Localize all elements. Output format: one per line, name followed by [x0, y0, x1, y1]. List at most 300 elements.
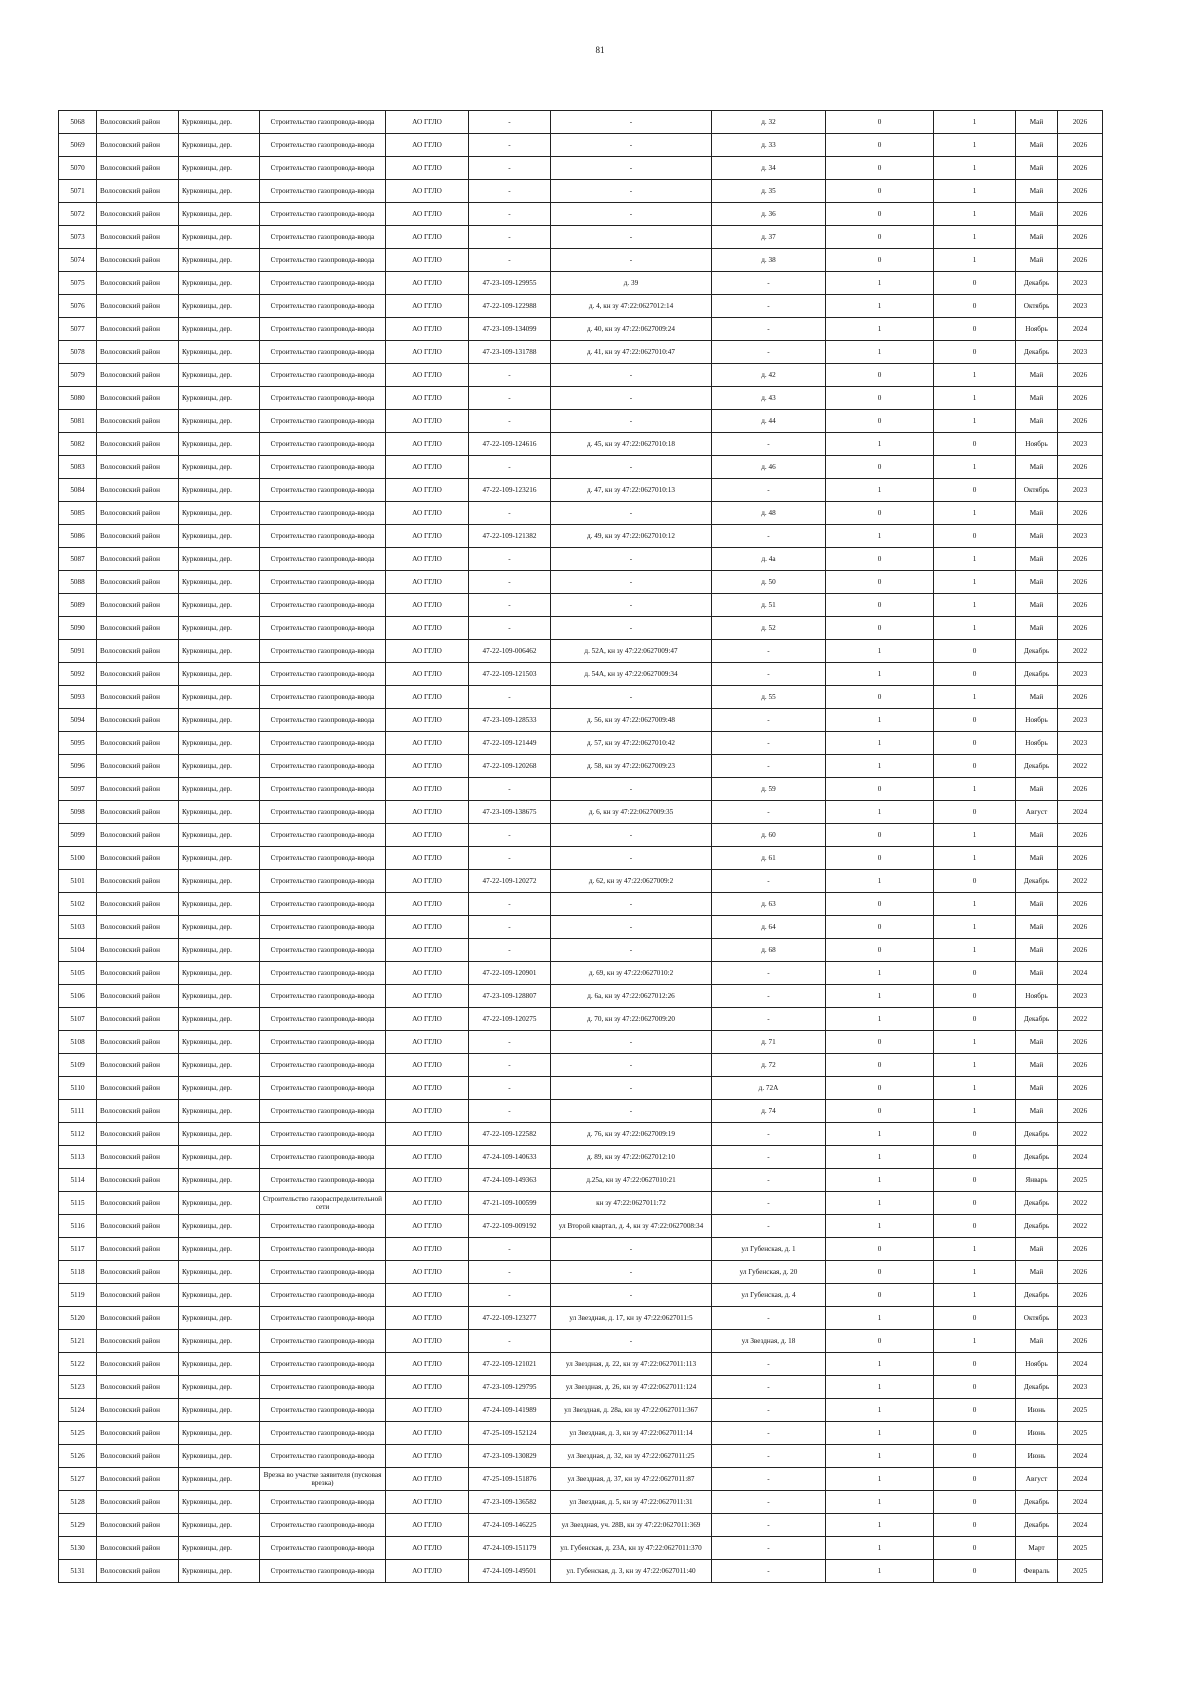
- cell-value-b: 1: [934, 686, 1016, 709]
- cell-settlement: Курковицы, дер.: [179, 1077, 260, 1100]
- cell-month: Октябрь: [1016, 295, 1058, 318]
- cell-application-number: 47-23-109-130829: [469, 1445, 551, 1468]
- cell-application-number: 47-23-109-128533: [469, 709, 551, 732]
- cell-year: 2026: [1058, 111, 1103, 134]
- cell-organization: АО ГГЛО: [386, 1077, 469, 1100]
- cell-value-a: 0: [826, 893, 934, 916]
- cell-house: -: [712, 1123, 826, 1146]
- cell-organization: АО ГГЛО: [386, 916, 469, 939]
- cell-organization: АО ГГЛО: [386, 640, 469, 663]
- cell-value-a: 0: [826, 686, 934, 709]
- cell-application-number: -: [469, 594, 551, 617]
- cell-organization: АО ГГЛО: [386, 1054, 469, 1077]
- cell-district: Волосовский район: [97, 1238, 179, 1261]
- cell-address-cadastral: -: [551, 203, 712, 226]
- cell-row-number: 5085: [59, 502, 97, 525]
- cell-house: -: [712, 479, 826, 502]
- cell-row-number: 5125: [59, 1422, 97, 1445]
- cell-settlement: Курковицы, дер.: [179, 364, 260, 387]
- cell-value-a: 0: [826, 249, 934, 272]
- cell-month: Декабрь: [1016, 663, 1058, 686]
- cell-value-b: 0: [934, 732, 1016, 755]
- cell-settlement: Курковицы, дер.: [179, 433, 260, 456]
- cell-value-b: 0: [934, 985, 1016, 1008]
- cell-application-number: 47-23-109-134099: [469, 318, 551, 341]
- cell-district: Волосовский район: [97, 1215, 179, 1238]
- cell-month: Май: [1016, 1238, 1058, 1261]
- cell-organization: АО ГГЛО: [386, 203, 469, 226]
- cell-year: 2023: [1058, 272, 1103, 295]
- cell-district: Волосовский район: [97, 1537, 179, 1560]
- cell-application-number: -: [469, 410, 551, 433]
- cell-application-number: -: [469, 939, 551, 962]
- cell-month: Май: [1016, 571, 1058, 594]
- cell-district: Волосовский район: [97, 801, 179, 824]
- cell-value-b: 0: [934, 1422, 1016, 1445]
- cell-house: д. 46: [712, 456, 826, 479]
- cell-work-type: Строительство газопровода-ввода: [260, 1537, 386, 1560]
- cell-year: 2026: [1058, 1330, 1103, 1353]
- cell-application-number: 47-24-109-151179: [469, 1537, 551, 1560]
- cell-row-number: 5084: [59, 479, 97, 502]
- cell-application-number: -: [469, 1054, 551, 1077]
- cell-district: Волосовский район: [97, 410, 179, 433]
- cell-month: Июнь: [1016, 1399, 1058, 1422]
- cell-work-type: Строительство газопровода-ввода: [260, 594, 386, 617]
- cell-district: Волосовский район: [97, 1353, 179, 1376]
- cell-house: -: [712, 318, 826, 341]
- cell-application-number: -: [469, 548, 551, 571]
- cell-settlement: Курковицы, дер.: [179, 1353, 260, 1376]
- cell-value-b: 1: [934, 893, 1016, 916]
- cell-month: Декабрь: [1016, 1123, 1058, 1146]
- cell-application-number: 47-23-109-129795: [469, 1376, 551, 1399]
- cell-row-number: 5128: [59, 1491, 97, 1514]
- cell-value-b: 1: [934, 134, 1016, 157]
- cell-address-cadastral: д. 54А, кн зу 47:22:0627009:34: [551, 663, 712, 686]
- cell-settlement: Курковицы, дер.: [179, 916, 260, 939]
- cell-month: Май: [1016, 157, 1058, 180]
- cell-value-a: 0: [826, 1238, 934, 1261]
- cell-address-cadastral: д. 52А, кн зу 47:22:0627009:47: [551, 640, 712, 663]
- cell-year: 2022: [1058, 640, 1103, 663]
- cell-row-number: 5097: [59, 778, 97, 801]
- cell-row-number: 5124: [59, 1399, 97, 1422]
- cell-value-a: 1: [826, 1192, 934, 1215]
- cell-district: Волосовский район: [97, 594, 179, 617]
- cell-address-cadastral: -: [551, 1054, 712, 1077]
- cell-application-number: 47-22-109-120268: [469, 755, 551, 778]
- cell-application-number: 47-24-109-149363: [469, 1169, 551, 1192]
- cell-value-a: 0: [826, 502, 934, 525]
- table-row: [59, 1399, 1103, 1422]
- cell-row-number: 5076: [59, 295, 97, 318]
- cell-year: 2026: [1058, 387, 1103, 410]
- cell-organization: АО ГГЛО: [386, 870, 469, 893]
- cell-value-b: 1: [934, 939, 1016, 962]
- cell-year: 2022: [1058, 1192, 1103, 1215]
- table-row: [59, 1445, 1103, 1468]
- cell-organization: АО ГГЛО: [386, 433, 469, 456]
- table-row: [59, 295, 1103, 318]
- cell-application-number: -: [469, 502, 551, 525]
- cell-work-type: Строительство газопровода-ввода: [260, 939, 386, 962]
- cell-house: -: [712, 801, 826, 824]
- cell-work-type: Строительство газопровода-ввода: [260, 1307, 386, 1330]
- cell-district: Волосовский район: [97, 1100, 179, 1123]
- table-row: [59, 594, 1103, 617]
- cell-work-type: Строительство газопровода-ввода: [260, 571, 386, 594]
- cell-row-number: 5108: [59, 1031, 97, 1054]
- cell-month: Декабрь: [1016, 341, 1058, 364]
- table-row: [59, 1031, 1103, 1054]
- cell-work-type: Строительство газопровода-ввода: [260, 1376, 386, 1399]
- cell-work-type: Строительство газопровода-ввода: [260, 893, 386, 916]
- cell-year: 2026: [1058, 594, 1103, 617]
- cell-month: Май: [1016, 1077, 1058, 1100]
- cell-month: Май: [1016, 502, 1058, 525]
- cell-house: д. 36: [712, 203, 826, 226]
- cell-month: Март: [1016, 1537, 1058, 1560]
- cell-organization: АО ГГЛО: [386, 1008, 469, 1031]
- table-row: [59, 1169, 1103, 1192]
- cell-settlement: Курковицы, дер.: [179, 1054, 260, 1077]
- cell-month: Ноябрь: [1016, 1353, 1058, 1376]
- cell-work-type: Строительство газопровода-ввода: [260, 1353, 386, 1376]
- cell-district: Волосовский район: [97, 939, 179, 962]
- cell-application-number: -: [469, 847, 551, 870]
- cell-month: Май: [1016, 847, 1058, 870]
- cell-work-type: Строительство газопровода-ввода: [260, 180, 386, 203]
- cell-year: 2026: [1058, 203, 1103, 226]
- cell-value-b: 0: [934, 1307, 1016, 1330]
- table-row: [59, 249, 1103, 272]
- cell-year: 2026: [1058, 939, 1103, 962]
- cell-value-a: 1: [826, 663, 934, 686]
- table-row: [59, 203, 1103, 226]
- cell-month: Ноябрь: [1016, 318, 1058, 341]
- cell-month: Май: [1016, 364, 1058, 387]
- cell-value-a: 1: [826, 1008, 934, 1031]
- cell-address-cadastral: -: [551, 387, 712, 410]
- cell-value-b: 0: [934, 640, 1016, 663]
- cell-year: 2023: [1058, 433, 1103, 456]
- table-row: [59, 1008, 1103, 1031]
- cell-settlement: Курковицы, дер.: [179, 1238, 260, 1261]
- cell-value-b: 0: [934, 1192, 1016, 1215]
- cell-application-number: 47-24-109-149501: [469, 1560, 551, 1583]
- cell-value-a: 1: [826, 1560, 934, 1583]
- cell-settlement: Курковицы, дер.: [179, 548, 260, 571]
- table-row: [59, 1077, 1103, 1100]
- cell-row-number: 5099: [59, 824, 97, 847]
- cell-work-type: Строительство газопровода-ввода: [260, 226, 386, 249]
- cell-year: 2022: [1058, 1215, 1103, 1238]
- cell-work-type: Строительство газопровода-ввода: [260, 502, 386, 525]
- cell-month: Май: [1016, 1100, 1058, 1123]
- cell-address-cadastral: д. 57, кн зу 47:22:0627010:42: [551, 732, 712, 755]
- cell-house: -: [712, 1399, 826, 1422]
- cell-row-number: 5111: [59, 1100, 97, 1123]
- cell-month: Август: [1016, 1468, 1058, 1491]
- cell-organization: АО ГГЛО: [386, 272, 469, 295]
- cell-value-b: 0: [934, 1468, 1016, 1491]
- cell-application-number: 47-24-109-146225: [469, 1514, 551, 1537]
- cell-organization: АО ГГЛО: [386, 1353, 469, 1376]
- cell-row-number: 5103: [59, 916, 97, 939]
- cell-organization: АО ГГЛО: [386, 985, 469, 1008]
- cell-address-cadastral: ул Звездная, д. 5, кн зу 47:22:0627011:31: [551, 1491, 712, 1514]
- cell-row-number: 5086: [59, 525, 97, 548]
- cell-row-number: 5117: [59, 1238, 97, 1261]
- cell-year: 2026: [1058, 180, 1103, 203]
- cell-address-cadastral: -: [551, 1284, 712, 1307]
- cell-application-number: -: [469, 180, 551, 203]
- cell-house: д. 72А: [712, 1077, 826, 1100]
- table-row: [59, 824, 1103, 847]
- cell-organization: АО ГГЛО: [386, 1192, 469, 1215]
- cell-address-cadastral: д. 62, кн зу 47:22:0627009:2: [551, 870, 712, 893]
- cell-value-b: 0: [934, 525, 1016, 548]
- cell-year: 2024: [1058, 962, 1103, 985]
- cell-work-type: Строительство газопровода-ввода: [260, 1284, 386, 1307]
- cell-work-type: Строительство газопровода-ввода: [260, 1399, 386, 1422]
- cell-district: Волосовский район: [97, 709, 179, 732]
- cell-address-cadastral: д. 6, кн зу 47:22:0627009:35: [551, 801, 712, 824]
- cell-organization: АО ГГЛО: [386, 1169, 469, 1192]
- table-row: [59, 1261, 1103, 1284]
- cell-address-cadastral: д.25а, кн зу 47:22:0627010:21: [551, 1169, 712, 1192]
- cell-month: Май: [1016, 1261, 1058, 1284]
- cell-work-type: Строительство газораспределительной сети: [260, 1192, 386, 1215]
- cell-row-number: 5115: [59, 1192, 97, 1215]
- cell-year: 2026: [1058, 824, 1103, 847]
- cell-settlement: Курковицы, дер.: [179, 594, 260, 617]
- cell-address-cadastral: -: [551, 1330, 712, 1353]
- cell-year: 2024: [1058, 801, 1103, 824]
- cell-application-number: 47-25-109-151876: [469, 1468, 551, 1491]
- cell-month: Май: [1016, 1031, 1058, 1054]
- table-row: [59, 870, 1103, 893]
- cell-value-a: 0: [826, 111, 934, 134]
- cell-year: 2022: [1058, 1008, 1103, 1031]
- table-row: [59, 1330, 1103, 1353]
- cell-month: Май: [1016, 456, 1058, 479]
- cell-month: Май: [1016, 962, 1058, 985]
- cell-address-cadastral: -: [551, 824, 712, 847]
- cell-work-type: Строительство газопровода-ввода: [260, 525, 386, 548]
- cell-month: Май: [1016, 893, 1058, 916]
- cell-address-cadastral: ул Звездная, д. 32, кн зу 47:22:0627011:25: [551, 1445, 712, 1468]
- data-table: [58, 110, 1103, 1583]
- cell-settlement: Курковицы, дер.: [179, 571, 260, 594]
- cell-value-a: 0: [826, 824, 934, 847]
- cell-value-a: 1: [826, 1537, 934, 1560]
- cell-house: д. 50: [712, 571, 826, 594]
- cell-settlement: Курковицы, дер.: [179, 1491, 260, 1514]
- cell-address-cadastral: ул Звездная, уч. 28В, кн зу 47:22:0627011:369: [551, 1514, 712, 1537]
- cell-month: Ноябрь: [1016, 732, 1058, 755]
- table-row: [59, 180, 1103, 203]
- cell-value-b: 0: [934, 1353, 1016, 1376]
- cell-value-b: 1: [934, 1054, 1016, 1077]
- cell-year: 2024: [1058, 1468, 1103, 1491]
- cell-address-cadastral: -: [551, 594, 712, 617]
- cell-row-number: 5123: [59, 1376, 97, 1399]
- cell-house: д. 52: [712, 617, 826, 640]
- cell-value-a: 0: [826, 594, 934, 617]
- cell-organization: АО ГГЛО: [386, 1468, 469, 1491]
- cell-row-number: 5072: [59, 203, 97, 226]
- cell-month: Ноябрь: [1016, 433, 1058, 456]
- cell-district: Волосовский район: [97, 640, 179, 663]
- cell-organization: АО ГГЛО: [386, 801, 469, 824]
- cell-settlement: Курковицы, дер.: [179, 1100, 260, 1123]
- cell-organization: АО ГГЛО: [386, 295, 469, 318]
- cell-value-b: 0: [934, 479, 1016, 502]
- cell-house: -: [712, 272, 826, 295]
- cell-application-number: -: [469, 778, 551, 801]
- cell-application-number: -: [469, 1284, 551, 1307]
- table-row: [59, 134, 1103, 157]
- cell-house: -: [712, 1146, 826, 1169]
- cell-application-number: -: [469, 571, 551, 594]
- cell-work-type: Строительство газопровода-ввода: [260, 318, 386, 341]
- cell-application-number: -: [469, 364, 551, 387]
- cell-work-type: Строительство газопровода-ввода: [260, 1054, 386, 1077]
- cell-house: д. 34: [712, 157, 826, 180]
- cell-organization: АО ГГЛО: [386, 318, 469, 341]
- table-row: [59, 663, 1103, 686]
- cell-address-cadastral: -: [551, 548, 712, 571]
- cell-row-number: 5081: [59, 410, 97, 433]
- cell-house: -: [712, 962, 826, 985]
- cell-settlement: Курковицы, дер.: [179, 1422, 260, 1445]
- cell-house: д. 59: [712, 778, 826, 801]
- cell-district: Волосовский район: [97, 893, 179, 916]
- cell-year: 2026: [1058, 617, 1103, 640]
- cell-settlement: Курковицы, дер.: [179, 341, 260, 364]
- cell-settlement: Курковицы, дер.: [179, 778, 260, 801]
- cell-row-number: 5098: [59, 801, 97, 824]
- cell-address-cadastral: д. 58, кн зу 47:22:0627009:23: [551, 755, 712, 778]
- cell-address-cadastral: ул. Губенская, д. 3, кн зу 47:22:0627011:40: [551, 1560, 712, 1583]
- cell-organization: АО ГГЛО: [386, 1491, 469, 1514]
- cell-application-number: -: [469, 1031, 551, 1054]
- cell-row-number: 5087: [59, 548, 97, 571]
- cell-value-a: 0: [826, 617, 934, 640]
- cell-organization: АО ГГЛО: [386, 1560, 469, 1583]
- cell-value-b: 1: [934, 1284, 1016, 1307]
- cell-settlement: Курковицы, дер.: [179, 410, 260, 433]
- cell-value-b: 1: [934, 916, 1016, 939]
- cell-value-a: 1: [826, 341, 934, 364]
- cell-organization: АО ГГЛО: [386, 1238, 469, 1261]
- cell-house: д. 37: [712, 226, 826, 249]
- cell-application-number: -: [469, 134, 551, 157]
- cell-settlement: Курковицы, дер.: [179, 157, 260, 180]
- cell-house: -: [712, 295, 826, 318]
- cell-month: Июнь: [1016, 1445, 1058, 1468]
- cell-address-cadastral: -: [551, 617, 712, 640]
- cell-organization: АО ГГЛО: [386, 571, 469, 594]
- cell-application-number: -: [469, 1100, 551, 1123]
- cell-year: 2026: [1058, 134, 1103, 157]
- cell-application-number: 47-22-109-121503: [469, 663, 551, 686]
- cell-address-cadastral: ул. Губенская, д. 23А, кн зу 47:22:0627011:370: [551, 1537, 712, 1560]
- cell-address-cadastral: ул Второй квартал, д. 4, кн зу 47:22:0627008:34: [551, 1215, 712, 1238]
- cell-row-number: 5070: [59, 157, 97, 180]
- cell-address-cadastral: д. 40, кн зу 47:22:0627009:24: [551, 318, 712, 341]
- cell-value-b: 1: [934, 1077, 1016, 1100]
- cell-value-b: 0: [934, 1514, 1016, 1537]
- cell-district: Волосовский район: [97, 548, 179, 571]
- cell-work-type: Строительство газопровода-ввода: [260, 916, 386, 939]
- cell-month: Май: [1016, 203, 1058, 226]
- cell-organization: АО ГГЛО: [386, 1445, 469, 1468]
- table-row: [59, 1422, 1103, 1445]
- cell-district: Волосовский район: [97, 916, 179, 939]
- cell-district: Волосовский район: [97, 962, 179, 985]
- cell-district: Волосовский район: [97, 1077, 179, 1100]
- cell-value-a: 0: [826, 939, 934, 962]
- table-row: [59, 318, 1103, 341]
- cell-value-b: 0: [934, 318, 1016, 341]
- cell-settlement: Курковицы, дер.: [179, 1031, 260, 1054]
- cell-work-type: Строительство газопровода-ввода: [260, 249, 386, 272]
- cell-month: Декабрь: [1016, 1008, 1058, 1031]
- cell-application-number: 47-23-109-138675: [469, 801, 551, 824]
- cell-house: -: [712, 870, 826, 893]
- cell-work-type: Строительство газопровода-ввода: [260, 778, 386, 801]
- cell-application-number: 47-22-109-121449: [469, 732, 551, 755]
- cell-work-type: Строительство газопровода-ввода: [260, 962, 386, 985]
- cell-district: Волосовский район: [97, 433, 179, 456]
- cell-address-cadastral: -: [551, 456, 712, 479]
- cell-value-b: 1: [934, 1238, 1016, 1261]
- cell-district: Волосовский район: [97, 272, 179, 295]
- cell-organization: АО ГГЛО: [386, 1146, 469, 1169]
- table-row: [59, 1491, 1103, 1514]
- cell-year: 2026: [1058, 548, 1103, 571]
- cell-month: Май: [1016, 916, 1058, 939]
- cell-value-b: 1: [934, 111, 1016, 134]
- cell-address-cadastral: -: [551, 249, 712, 272]
- cell-value-a: 1: [826, 272, 934, 295]
- cell-house: д. 43: [712, 387, 826, 410]
- cell-district: Волосовский район: [97, 847, 179, 870]
- cell-district: Волосовский район: [97, 663, 179, 686]
- cell-work-type: Строительство газопровода-ввода: [260, 157, 386, 180]
- cell-value-a: 0: [826, 456, 934, 479]
- cell-work-type: Строительство газопровода-ввода: [260, 663, 386, 686]
- cell-row-number: 5074: [59, 249, 97, 272]
- cell-month: Май: [1016, 387, 1058, 410]
- cell-house: д. 63: [712, 893, 826, 916]
- cell-district: Волосовский район: [97, 1169, 179, 1192]
- cell-row-number: 5109: [59, 1054, 97, 1077]
- cell-value-a: 0: [826, 1330, 934, 1353]
- cell-year: 2026: [1058, 1077, 1103, 1100]
- cell-value-b: 0: [934, 801, 1016, 824]
- cell-settlement: Курковицы, дер.: [179, 801, 260, 824]
- cell-district: Волосовский район: [97, 1054, 179, 1077]
- table-row: [59, 1376, 1103, 1399]
- cell-address-cadastral: кн зу 47:22:0627011:72: [551, 1192, 712, 1215]
- cell-value-b: 0: [934, 1146, 1016, 1169]
- cell-district: Волосовский район: [97, 180, 179, 203]
- cell-value-b: 0: [934, 1537, 1016, 1560]
